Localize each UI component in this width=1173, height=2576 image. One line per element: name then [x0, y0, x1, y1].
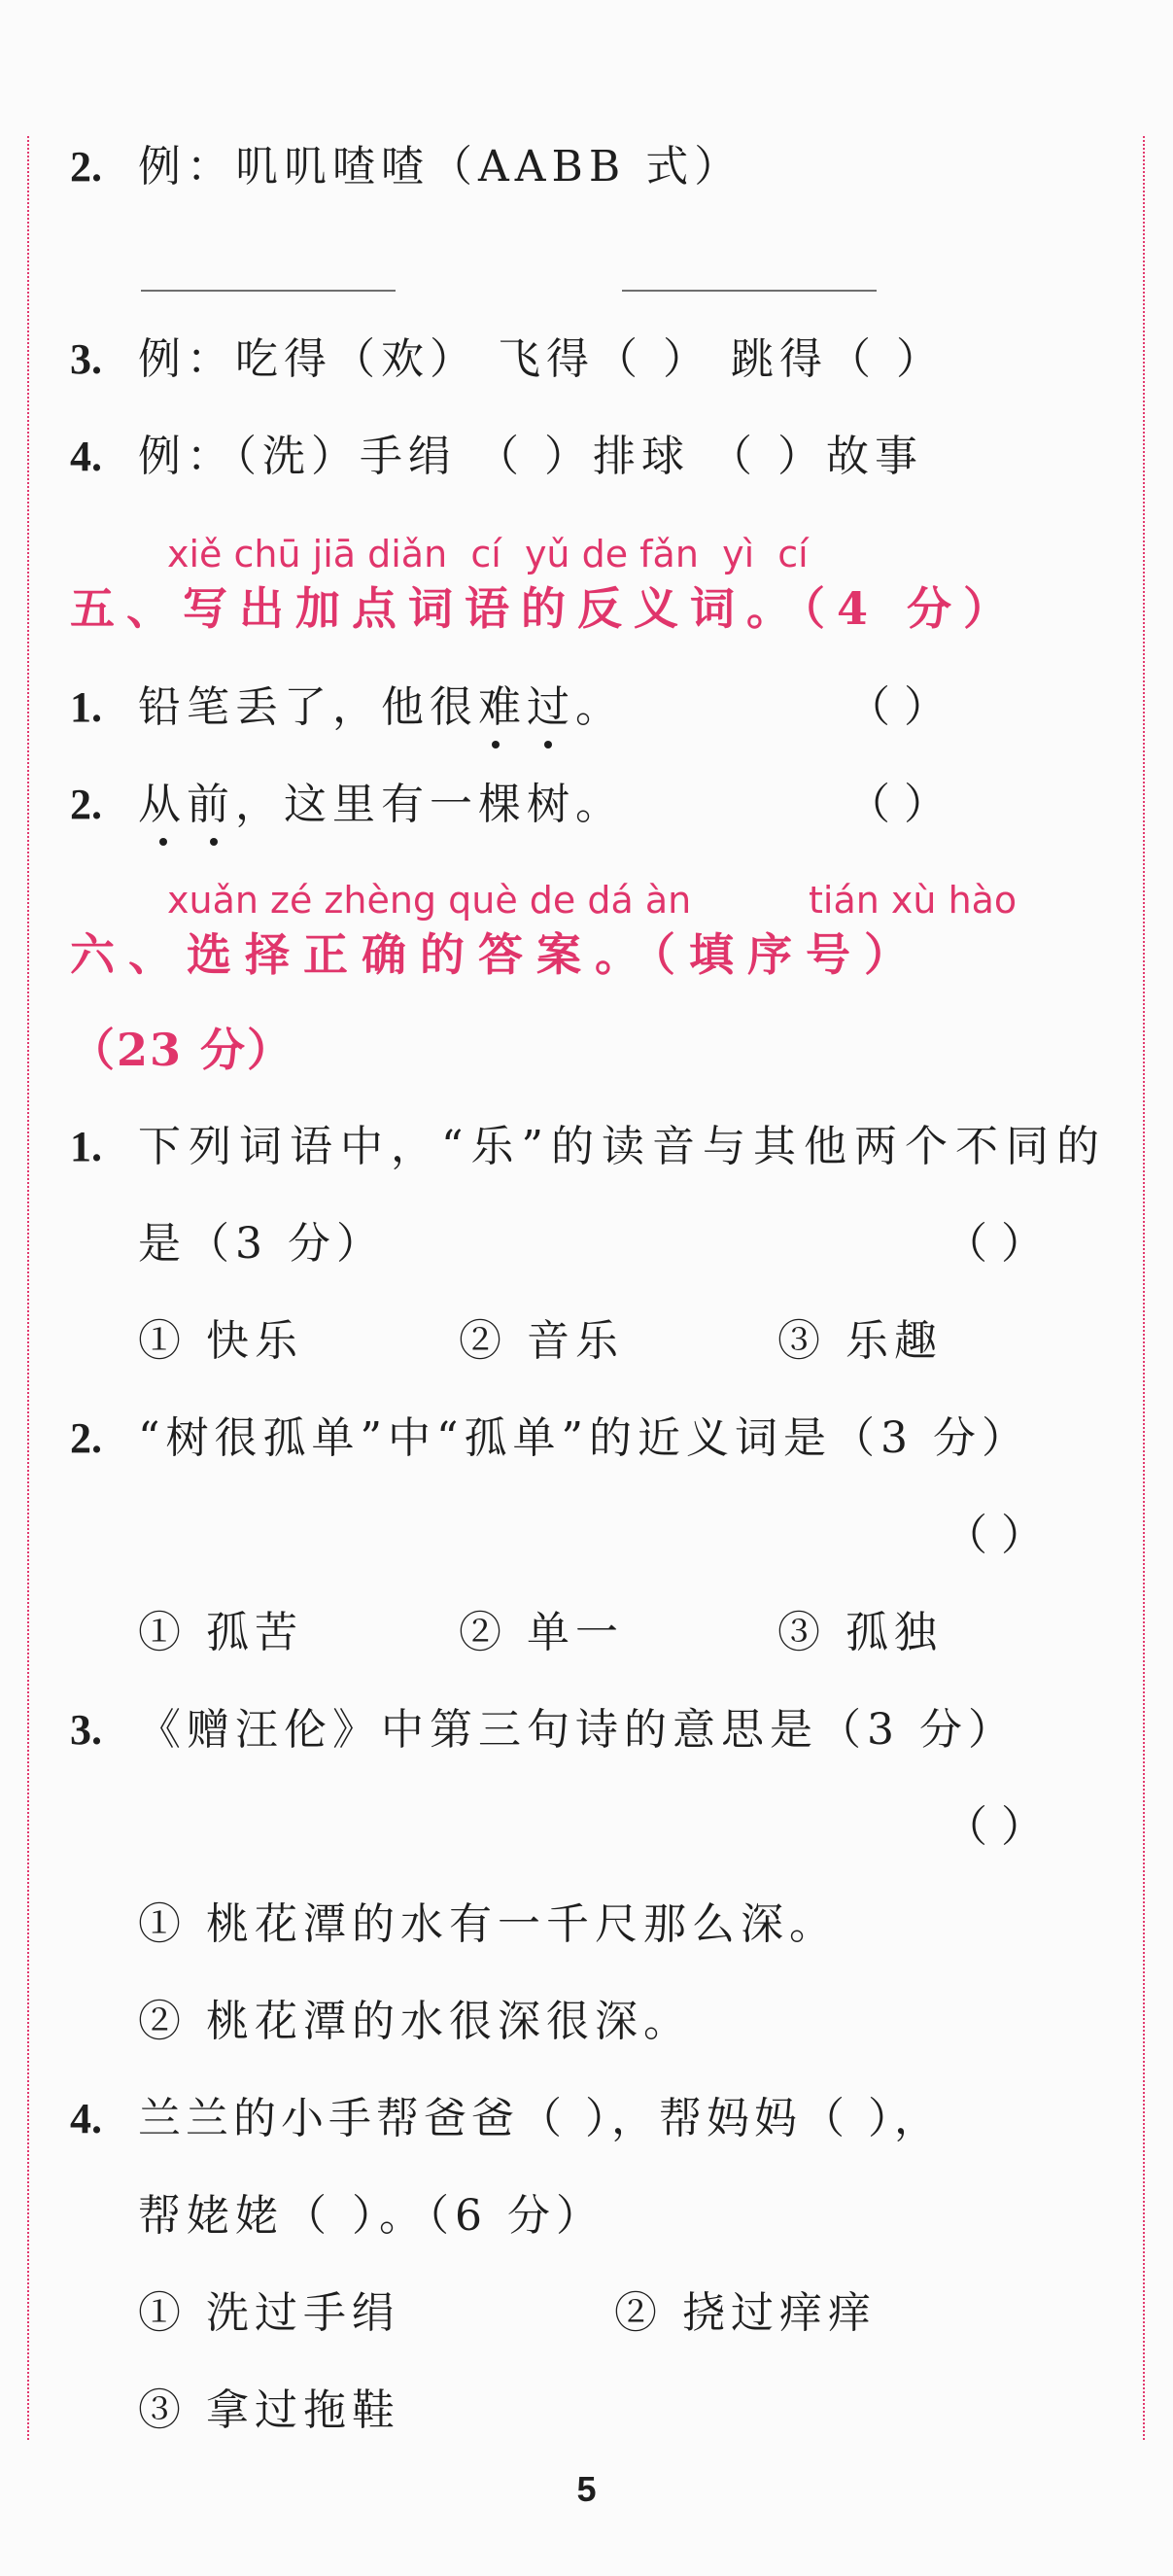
answer-parentheses[interactable]: （ ）	[945, 1219, 1044, 1269]
question-text: 从前，这里有一棵树。	[138, 780, 624, 829]
section5-pinyin: xiě chū jiā diǎn cí yǔ de fǎn yì cí	[167, 533, 809, 575]
answer-blank-2[interactable]	[622, 290, 877, 292]
emphasis-dot	[492, 741, 500, 748]
answer-parentheses[interactable]: （ ）	[945, 1802, 1044, 1852]
section6-score: （23 分）	[70, 1024, 294, 1076]
question-text: 下列词语中，“乐”的读音与其他两个不同的	[138, 1122, 1107, 1171]
question-number: 2.	[70, 1414, 102, 1462]
answer-parentheses[interactable]: （ ）	[847, 682, 947, 732]
question-text: 铅笔丢了，他很难过。	[138, 682, 624, 732]
option-2[interactable]: ② 桃花潭的水很深很深。	[138, 1997, 692, 2046]
option-3[interactable]: ③ 孤独	[777, 1608, 943, 1657]
question-text: 兰兰的小手帮爸爸（ ），帮妈妈（ ），	[138, 2094, 942, 2143]
section6-pinyin: xuǎn zé zhèng què de dá àn tián xù hào	[167, 879, 1018, 922]
answer-blank-1[interactable]	[141, 290, 396, 292]
option-1[interactable]: ① 快乐	[138, 1316, 303, 1366]
left-dotted-margin	[27, 136, 29, 2440]
answer-parentheses[interactable]: （ ）	[945, 1511, 1044, 1560]
question-text: “树很孤单”中“孤单”的近义词是（3 分）	[138, 1413, 1030, 1463]
question-number: 3.	[70, 1706, 102, 1754]
right-dotted-margin	[1143, 136, 1145, 2440]
answer-parentheses[interactable]: （ ）	[847, 780, 947, 829]
page-number: 5	[576, 2469, 597, 2509]
emphasis-dot	[159, 838, 167, 846]
question-number: 2.	[70, 781, 102, 828]
section5-title: 五、写出加点词语的反义词。（4 分）	[70, 582, 1020, 635]
option-1[interactable]: ① 桃花潭的水有一千尺那么深。	[138, 1899, 838, 1949]
question-text: 例：（洗）手绢 （ ）排球 （ ）故事	[138, 432, 923, 481]
emphasis-dot	[544, 741, 552, 748]
question-text: 《赠汪伦》中第三句诗的意思是（3 分）	[138, 1705, 1017, 1755]
option-2[interactable]: ② 单一	[459, 1608, 624, 1657]
option-1[interactable]: ① 孤苦	[138, 1608, 303, 1657]
question-number: 4.	[70, 433, 102, 480]
question-text: 是（3 分）	[138, 1219, 385, 1269]
section6-title: 六、选择正确的答案。（填序号）	[70, 928, 922, 981]
question-number: 1.	[70, 1123, 102, 1170]
emphasis-dot	[210, 838, 218, 846]
question-number: 4.	[70, 2095, 102, 2142]
option-3[interactable]: ③ 拿过拖鞋	[138, 2385, 400, 2435]
question-number: 1.	[70, 683, 102, 731]
option-2[interactable]: ② 挠过痒痒	[614, 2288, 877, 2338]
option-3[interactable]: ③ 乐趣	[777, 1316, 943, 1366]
option-1[interactable]: ① 洗过手绢	[138, 2288, 400, 2338]
question-text: 帮姥姥（ ）。（6 分）	[138, 2191, 604, 2241]
question-text: 例：吃得（欢） 飞得（ ） 跳得（ ）	[138, 334, 945, 384]
option-2[interactable]: ② 音乐	[459, 1316, 624, 1366]
question-number: 3.	[70, 335, 102, 383]
question-number: 2.	[70, 143, 102, 191]
question-text: 例：叽叽喳喳（AABB 式）	[138, 142, 743, 191]
